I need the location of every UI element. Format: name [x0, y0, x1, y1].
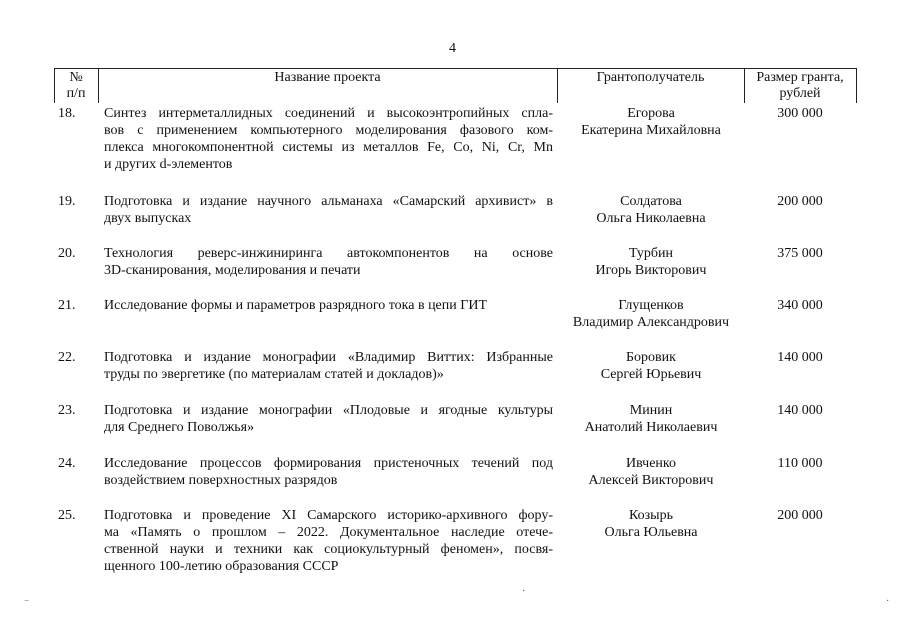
grant-recipient: [556, 349, 746, 383]
row-number: 20.: [58, 246, 76, 261]
header-recipient: Грантополучатель: [596, 70, 705, 85]
header-number-line: №: [69, 70, 83, 85]
project-title-line: Исследование формы и параметров разрядного тока в цепи ГИТ: [104, 298, 488, 313]
recipient-surname: Ивченко: [625, 456, 677, 471]
grant-recipient: [556, 455, 746, 489]
project-title: [104, 507, 553, 575]
header-amount: [744, 70, 856, 102]
project-title-line: Подготовка и издание монографии «Владимир Виттих: Избранные: [104, 350, 553, 365]
recipient-given-names: Анатолий Николаевич: [584, 420, 718, 435]
row-number: 23.: [58, 403, 76, 418]
scan-mark: ·: [886, 596, 890, 607]
project-title-line: щенного 100-летию образования СССР: [104, 559, 339, 574]
project-title-line: ственной науки и техники как социокультурный феномен», посвя-: [104, 542, 553, 557]
grant-recipient: [556, 402, 746, 436]
row-number: 19.: [58, 194, 76, 209]
recipient-surname: Минин: [629, 403, 673, 418]
project-title-line: труды по эвергетике (по материалам статей и докладов)»: [104, 367, 444, 382]
page-number: 4: [449, 41, 456, 56]
recipient-surname: Глущенков: [618, 298, 684, 313]
scan-mark: ⁻: [24, 598, 30, 609]
grant-amount: 200 000: [777, 194, 823, 209]
project-title-line: и других d-элементов: [104, 157, 233, 172]
header-amount-line: Размер гранта,: [756, 70, 844, 85]
project-title: [104, 455, 553, 489]
project-title: [104, 245, 553, 279]
project-title-line: 3D-сканирования, моделирования и печати: [104, 263, 361, 278]
recipient-given-names: Ольга Николаевна: [596, 211, 706, 226]
grant-amount: 340 000: [777, 298, 823, 313]
scan-mark: ·: [522, 586, 526, 597]
project-title-line: для Среднего Поволжья»: [104, 420, 255, 435]
project-title-line: Исследование процессов формирования пристеночных течений под: [104, 456, 553, 471]
project-title: [104, 402, 553, 436]
project-title-line: воздействием поверхностных разрядов: [104, 473, 338, 488]
header-project: Название проекта: [274, 70, 381, 85]
project-title-line: Подготовка и проведение XI Самарского историко-архивного фору-: [104, 508, 553, 523]
row-number: 24.: [58, 456, 76, 471]
recipient-surname: Солдатова: [620, 194, 682, 209]
project-title-line: Технология реверс-инжиниринга автокомпонентов на основе: [104, 246, 553, 261]
recipient-given-names: Алексей Викторович: [588, 473, 714, 488]
header-number: [54, 70, 98, 102]
project-title: [104, 105, 553, 173]
project-title-line: Синтез интерметаллидных соединений и высокоэнтропийных спла-: [104, 106, 553, 121]
recipient-given-names: Сергей Юрьевич: [600, 367, 702, 382]
project-title-line: ма «Память о прошлом – 2022. Документальное наследие отече-: [104, 525, 553, 540]
project-title: [104, 193, 553, 227]
recipient-given-names: Владимир Александрович: [572, 315, 730, 330]
grant-recipient: [556, 105, 746, 139]
row-number: 25.: [58, 508, 76, 523]
recipient-surname: Турбин: [629, 246, 673, 261]
row-number: 18.: [58, 106, 76, 121]
header-number-line: п/п: [66, 86, 86, 101]
project-title-line: Подготовка и издание монографии «Плодовые и ягодные культуры: [104, 403, 553, 418]
project-title-line: вов с применением компьютерного моделирования фазового ком-: [104, 123, 553, 138]
project-title-line: двух выпусках: [104, 211, 192, 226]
grant-amount: 200 000: [777, 508, 823, 523]
header-amount-line: рублей: [779, 86, 821, 101]
recipient-surname: Боровик: [626, 350, 676, 365]
grant-amount: 140 000: [777, 403, 823, 418]
recipient-surname: Егорова: [627, 106, 675, 121]
grant-recipient: [556, 193, 746, 227]
grant-recipient: [556, 245, 746, 279]
project-title-line: Подготовка и издание научного альманаха «Самарский архивист» в: [104, 194, 553, 209]
row-number: 21.: [58, 298, 76, 313]
column-divider: [856, 68, 857, 103]
grant-amount: 110 000: [777, 456, 823, 471]
grant-amount: 140 000: [777, 350, 823, 365]
project-title-line: плекса многокомпонентной системы из металлов Fe, Co, Ni, Cr, Mn: [104, 140, 553, 155]
row-number: 22.: [58, 350, 76, 365]
grant-amount: 300 000: [777, 106, 823, 121]
grant-recipient: [556, 507, 746, 541]
project-title: [104, 349, 553, 383]
grant-amount: 375 000: [777, 246, 823, 261]
grant-recipient: [556, 297, 746, 331]
recipient-given-names: Игорь Викторович: [595, 263, 707, 278]
header-top-rule: [54, 68, 856, 69]
recipient-given-names: Екатерина Михайловна: [581, 123, 721, 138]
recipient-surname: Козырь: [629, 508, 673, 523]
project-title: [104, 297, 553, 314]
recipient-given-names: Ольга Юльевна: [604, 525, 698, 540]
